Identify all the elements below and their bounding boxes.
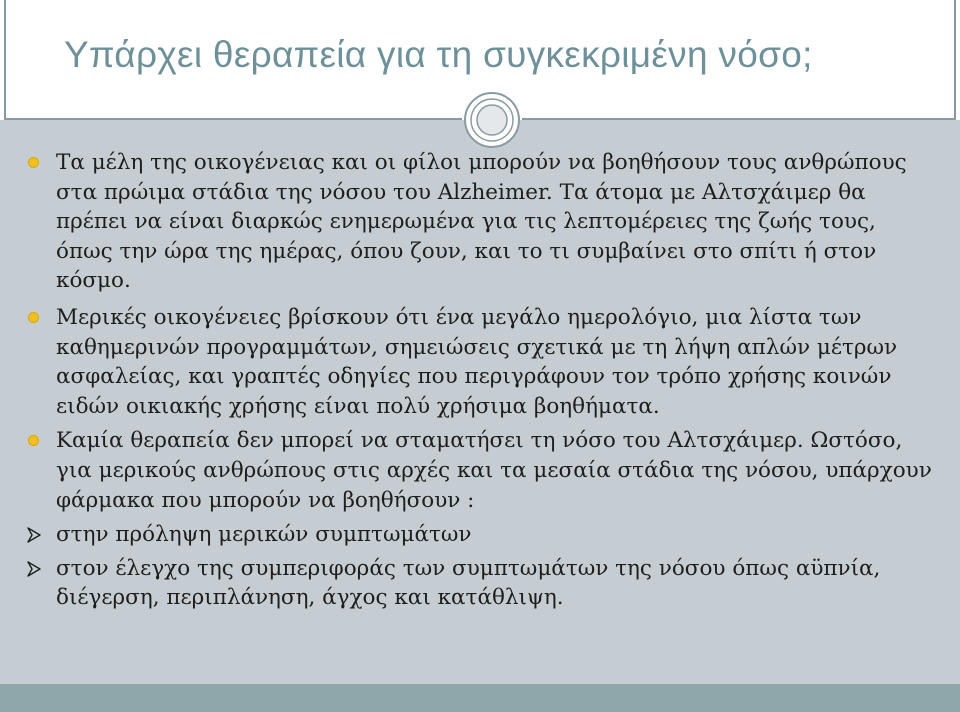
- sub-bullet-item: [26, 554, 938, 613]
- bullet-text: Καμία θεραπεία δεν μπορεί να σταματήσει τη νόσο του Αλτσχάιμερ. Ωστόσο, για μερικούς ανθρώπους στις αρχές και τα μεσαία στάδια της νόσου, υπάρχουν φάρμακα που μπορούν να βοηθήσουν :: [56, 428, 932, 513]
- bullet-text: στην πρόληψη μερικών συμπτωμάτων: [56, 522, 472, 548]
- bullet-text: Τα μέλη της οικογένειας και οι φίλοι μπορούν να βοηθήσουν τους ανθρώπους στα πρώιμα στάδια της νόσου του Alzheimer. Τα άτομα με Αλτσχάιμερ θα πρέπει να είναι διαρκώς ενημερωμένα για τις λεπτομέρειες της ζωής τους, όπως την ώρα της ημέρας, όπου ζουν, και το τι συμβαίνει στο σπίτι ή στον κόσμο.: [56, 150, 907, 294]
- arrow-bullet-icon: [26, 527, 42, 543]
- circle-ornament-icon: [462, 90, 522, 150]
- sub-bullet-item: [26, 520, 938, 550]
- bullet-item: [26, 148, 938, 296]
- footer-bar: [0, 684, 960, 712]
- arrow-bullet-icon: [26, 561, 42, 577]
- bullet-text: Μερικές οικογένειες βρίσκουν ότι ένα μεγάλο ημερολόγιο, μια λίστα των καθημερινών προγραμμάτων, σημειώσεις σχετικά με τη λήψη απλών μέτρων ασφαλείας, και γραπτές οδηγίες που περιγράφουν τον τρόπο χρήσης κοινών ειδών οικιακής χρήσης είναι πολύ χρήσιμα βοηθήματα.: [56, 304, 898, 419]
- slide-content: [26, 148, 938, 613]
- header-divider-right: [522, 118, 954, 120]
- header-divider-left: [4, 118, 462, 120]
- bullet-item: [26, 303, 938, 421]
- header-frame-left: [4, 0, 6, 120]
- bullet-item: [26, 426, 938, 515]
- slide-title: Υπάρχει θεραπεία για τη συγκεκριμένη νόσο;: [64, 34, 813, 75]
- bullet-text: στον έλεγχο της συμπεριφοράς των συμπτωμάτων της νόσου όπως αϋπνία, διέγερση, περιπλάνηση, άγχος και κατάθλιψη.: [56, 555, 881, 611]
- header-frame-right: [954, 0, 956, 120]
- bullet-list: [26, 148, 938, 613]
